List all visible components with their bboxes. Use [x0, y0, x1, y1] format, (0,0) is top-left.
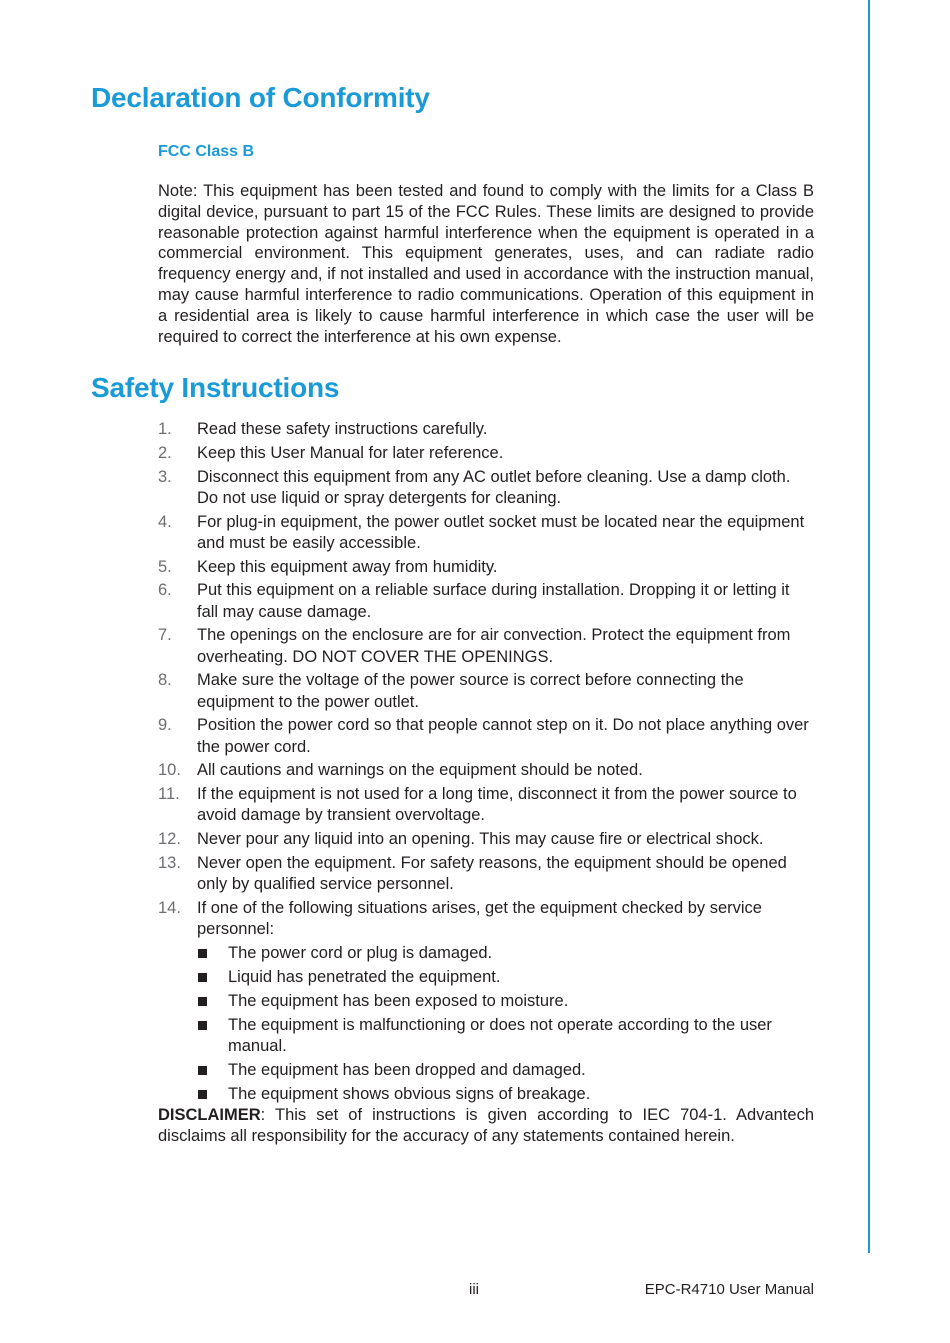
- bullet-item: [197, 1084, 814, 1105]
- item-number: 3.: [158, 467, 172, 486]
- bullet-text: The equipment has been exposed to moisture.: [228, 991, 569, 1010]
- safety-title: Safety Instructions: [91, 372, 340, 403]
- item-number: 12.: [158, 830, 181, 849]
- fcc-class-subtitle: FCC Class B: [158, 143, 255, 160]
- square-bullet-icon: [198, 997, 207, 1006]
- item-number: 10.: [158, 761, 181, 780]
- list-item: [158, 670, 814, 712]
- bullet-text: The equipment shows obvious signs of breakage.: [228, 1085, 591, 1104]
- disclaimer-label: DISCLAIMER: [158, 1106, 261, 1124]
- declaration-title: Declaration of Conformity: [91, 82, 430, 113]
- item-number: 9.: [158, 716, 172, 735]
- item-number: 14.: [158, 898, 181, 917]
- page-number: iii: [469, 1281, 479, 1298]
- square-bullet-icon: [198, 1021, 207, 1030]
- bullet-text: Liquid has penetrated the equipment.: [228, 967, 501, 986]
- bullet-text: The equipment is malfunctioning or does not operate according to the user manual.: [228, 1015, 772, 1056]
- list-item: [158, 853, 814, 895]
- item-text: Read these safety instructions carefully.: [197, 420, 488, 438]
- item-text: Put this equipment on a reliable surface during installation. Dropping it or letting it fall may cause damage.: [197, 581, 790, 621]
- list-item: [158, 898, 814, 1105]
- list-item: [158, 715, 814, 757]
- item-text: If the equipment is not used for a long time, disconnect it from the power source to avoid damage by transient overvoltage.: [197, 785, 797, 825]
- item-text: The openings on the enclosure are for air convection. Protect the equipment from overheating. DO NOT COVER THE OPENINGS.: [197, 626, 791, 666]
- item-number: 4.: [158, 512, 172, 531]
- item-number: 6.: [158, 581, 172, 600]
- item-text: Keep this User Manual for later reference.: [197, 443, 504, 462]
- bullet-text: The power cord or plug is damaged.: [228, 943, 493, 962]
- square-bullet-icon: [198, 973, 207, 982]
- page-edge-rule: [868, 0, 870, 1253]
- list-item: [158, 443, 814, 464]
- list-item: [158, 760, 814, 781]
- bullet-item: [197, 1015, 814, 1057]
- item-text: Position the power cord so that people cannot step on it. Do not place anything over the power cord.: [197, 716, 809, 756]
- bullet-item: [197, 967, 814, 988]
- item-text: Never pour any liquid into an opening. This may cause fire or electrical shock.: [197, 830, 764, 849]
- item-number: 8.: [158, 671, 172, 690]
- item-text: If one of the following situations arises, get the equipment checked by service personnel:: [197, 898, 762, 939]
- fcc-note-paragraph: Note: This equipment has been tested and found to comply with the limits for a Class B digital device, pursuant to part 15 of the FCC Rules. These limits are designed to provide reasonable protection against harmful interference when the equipment is operated in a commercial environment. This equipment generates, uses, and can radiate radio frequency energy and, if not installed and used in accordance with the instruction manual, may cause harmful interference to radio communications. Operation of this equipment in a residential area is likely to cause harmful interference in which case the user will be required to correct the interference at his own expense.: [158, 182, 814, 346]
- item-number: 5.: [158, 557, 172, 576]
- bullet-item: [197, 991, 814, 1012]
- list-item: [158, 512, 814, 554]
- safety-instructions-list: [158, 419, 814, 1108]
- square-bullet-icon: [198, 949, 207, 958]
- item-number: 7.: [158, 626, 172, 645]
- square-bullet-icon: [198, 1066, 207, 1075]
- item-number: 11.: [158, 785, 180, 804]
- item-text: Keep this equipment away from humidity.: [197, 557, 498, 576]
- list-item: [158, 467, 814, 509]
- square-bullet-icon: [198, 1090, 207, 1099]
- list-item: [158, 829, 814, 850]
- item-number: 2.: [158, 443, 172, 462]
- list-item: [158, 784, 814, 826]
- item-text: For plug-in equipment, the power outlet socket must be located near the equipment and must be easily accessible.: [197, 512, 805, 552]
- list-item: [158, 625, 814, 667]
- bullet-item: [197, 943, 814, 964]
- item-text: Disconnect this equipment from any AC outlet before cleaning. Use a damp cloth. Do not use liquid or spray detergents for cleaning.: [197, 467, 791, 507]
- item-number: 1.: [158, 420, 172, 438]
- item-text: All cautions and warnings on the equipment should be noted.: [197, 761, 643, 780]
- disclaimer-text: : This set of instructions is given according to IEC 704-1. Advantech disclaims all responsibility for the accuracy of any statements contained herein.: [158, 1106, 814, 1145]
- item-text: Never open the equipment. For safety reasons, the equipment should be opened only by qualified service personnel.: [197, 853, 787, 894]
- bullet-item: [197, 1060, 814, 1081]
- situations-bullet-list: [197, 943, 814, 1105]
- item-text: Make sure the voltage of the power source is correct before connecting the equipment to the power outlet.: [197, 671, 744, 711]
- list-item: [158, 419, 814, 440]
- manual-name: EPC-R4710 User Manual: [644, 1281, 814, 1298]
- list-item: [158, 580, 814, 622]
- bullet-text: The equipment has been dropped and damaged.: [228, 1061, 586, 1080]
- list-item: [158, 557, 814, 578]
- item-number: 13.: [158, 853, 181, 872]
- disclaimer-paragraph: [158, 1105, 814, 1147]
